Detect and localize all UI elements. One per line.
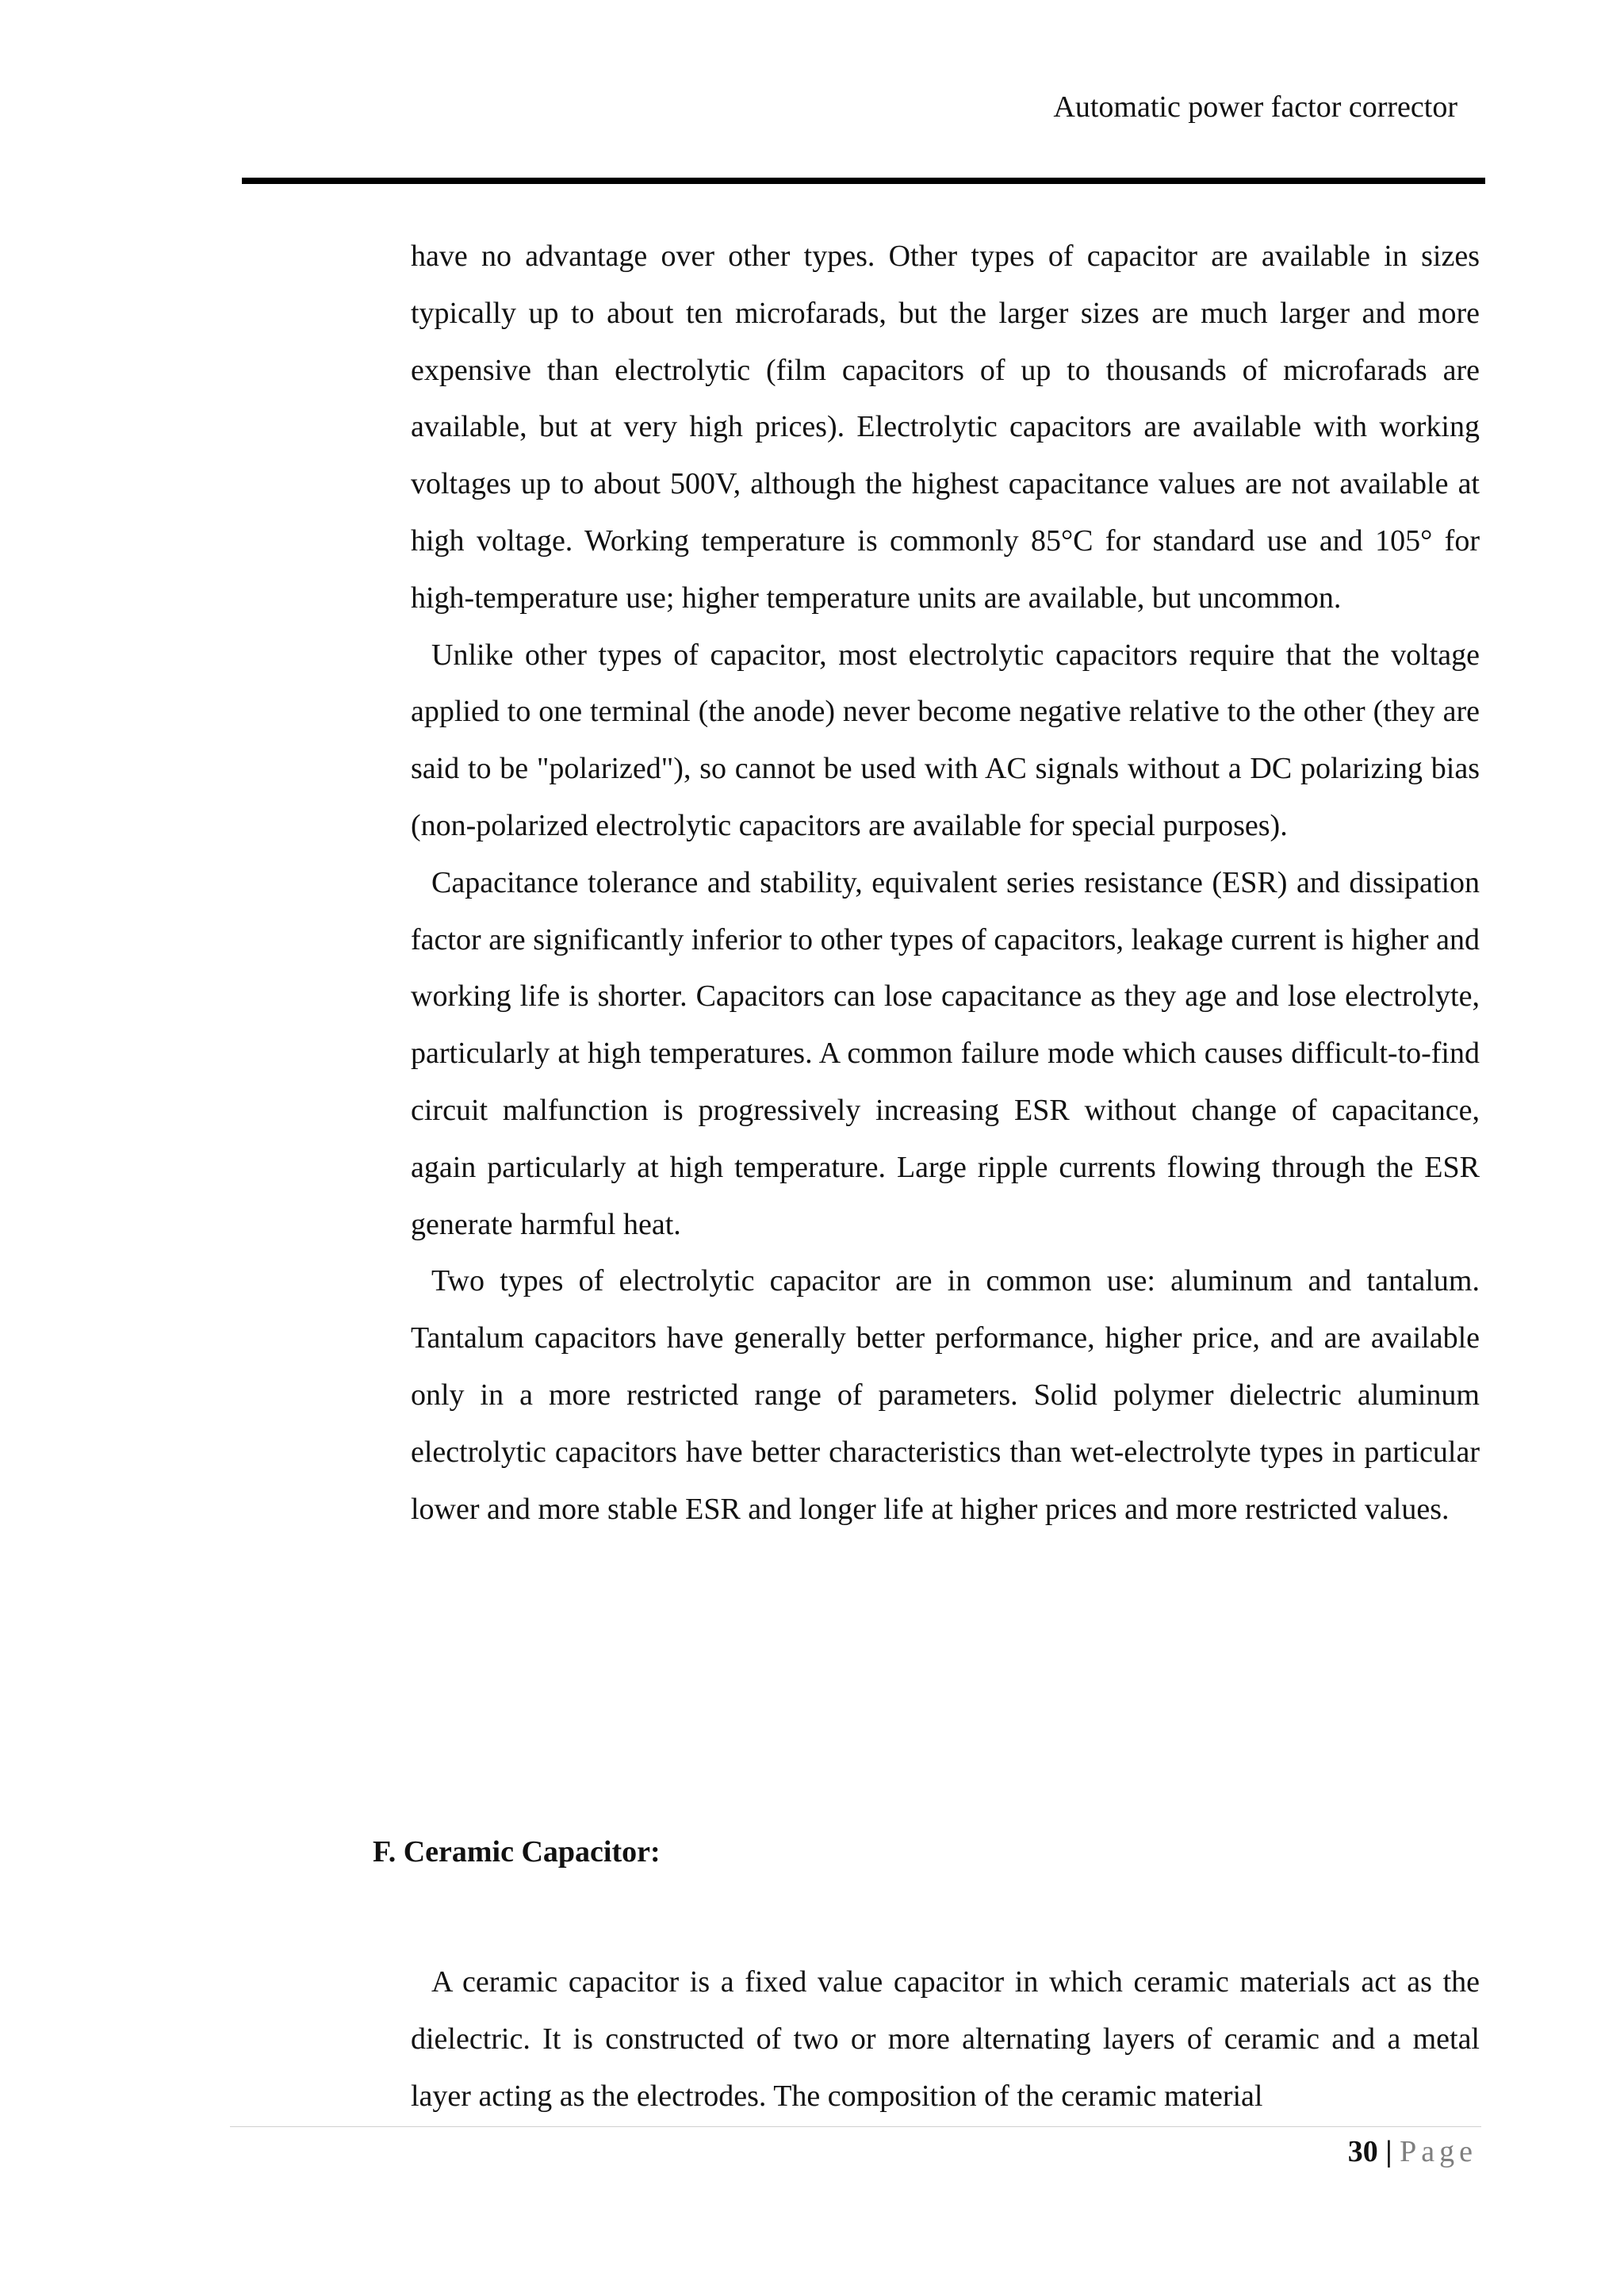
page-footer	[1348, 2132, 1477, 2171]
paragraph-ceramic: A ceramic capacitor is a fixed value capacitor in which ceramic materials act as the dielectric. It is constructed of two or more alternating layers of ceramic and a metal layer acting as the electrodes. The composition of the ceramic material	[411, 1965, 1480, 2113]
page-label: Page	[1400, 2135, 1477, 2168]
page-number: 30	[1347, 2135, 1378, 2168]
section-heading: F. Ceramic Capacitor:	[373, 1835, 661, 1869]
section-body	[411, 1954, 1480, 2125]
running-header-title: Automatic power factor corrector	[1053, 90, 1457, 124]
paragraph-tolerance: Capacitance tolerance and stability, equivalent series resistance (ESR) and dissipation factor are significantly inferior to other types of capacitors, leakage current is higher and working life is shorter. Capacitors can lose capacitance as they age and lose electrolyte, particularly at high temperatures. A common failure mode which causes difficult-to-find circuit malfunction is progressively increasing ESR without change of capacitance, again particularly at high temperature. Large ripple currents flowing through the ESR generate harmful heat.	[411, 865, 1480, 1241]
page-separator: |	[1385, 2135, 1392, 2168]
paragraph-continued: have no advantage over other types. Other types of capacitor are available in sizes typically up to about ten microfarads, but the larger sizes are much larger and more expensive than electrolytic (film capacitors of up to thousands of microfarads are available, but at very high prices). Electrolytic capacitors are available with working voltages up to about 500V, although the highest capacitance values are not available at high voltage. Working temperature is commonly 85°C for standard use and 105° for high-temperature use; higher temperature units are available, but uncommon.	[411, 240, 1480, 615]
body-text	[411, 228, 1480, 1538]
header-divider	[242, 178, 1485, 184]
paragraph-types: Two types of electrolytic capacitor are in common use: aluminum and tantalum. Tantalum capacitors have generally better performance, higher price, and are available only in a more restricted range of parameters. Solid polymer dielectric aluminum electrolytic capacitors have better characteristics than wet-electrolyte types in particular lower and more stable ESR and longer life at higher prices and more restricted values.	[411, 1264, 1480, 1526]
paragraph-polarization: Unlike other types of capacitor, most electrolytic capacitors require that the voltage applied to one terminal (the anode) never become negative relative to the other (they are said to be "polarized"), so cannot be used with AC signals without a DC polarizing bias (non-polarized electrolytic capacitors are available for special purposes).	[411, 638, 1480, 842]
footer-divider	[230, 2126, 1481, 2127]
